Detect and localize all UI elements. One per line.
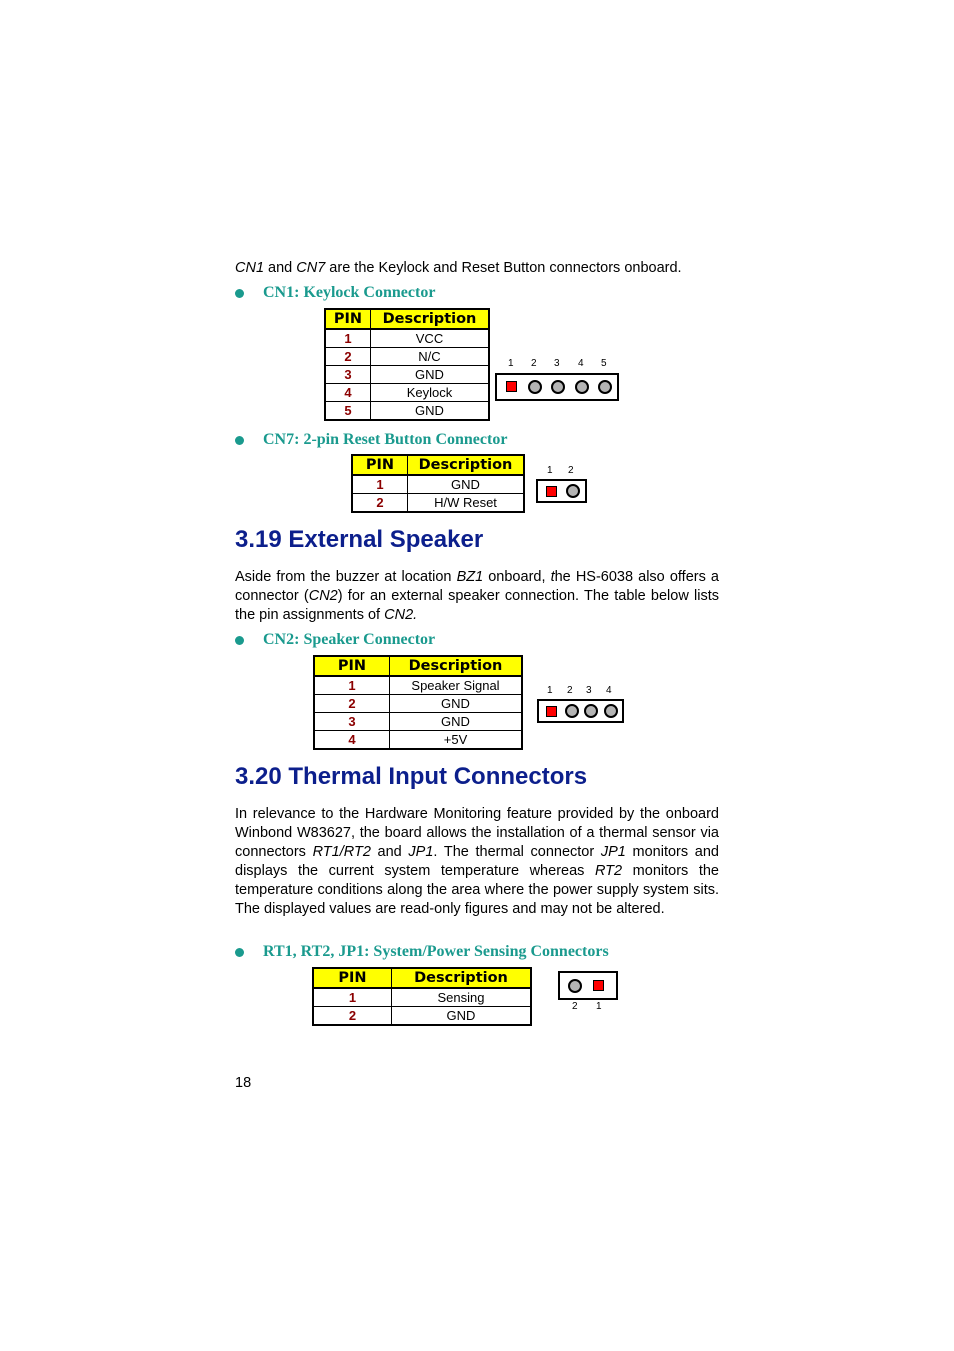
- table-row: [314, 676, 522, 695]
- table-row: [314, 731, 522, 750]
- pin-circle-icon: [598, 380, 612, 394]
- table-row: [325, 366, 489, 384]
- table-row: [325, 329, 489, 348]
- cn1-pin-label-4: 4: [578, 358, 584, 369]
- cn1-title: CN1: Keylock Connector: [263, 284, 436, 301]
- pin1-square-icon: [546, 486, 557, 497]
- table-row: [313, 988, 531, 1007]
- text-run-italic: CN2.: [384, 607, 418, 623]
- rt-header-pin: PIN: [313, 968, 392, 988]
- table-row: [325, 348, 489, 366]
- desc-cell: GND: [392, 1007, 532, 1026]
- cn7-connector-diagram: [536, 479, 587, 503]
- text-run: and: [370, 844, 409, 860]
- intro-paragraph: [235, 259, 719, 278]
- cn7-pin-label-2: 2: [568, 465, 574, 476]
- desc-cell: +5V: [390, 731, 523, 750]
- desc-cell: Keylock: [371, 384, 490, 402]
- rt-table: [312, 967, 532, 1026]
- desc-cell: H/W Reset: [408, 494, 525, 513]
- text-run-italic: RT2: [594, 863, 623, 879]
- pin-circle-icon: [568, 979, 582, 993]
- pin-cell: 3: [325, 366, 371, 384]
- section-3-19-heading: 3.19 External Speaker: [235, 526, 484, 553]
- rt-pin-label-1: 1: [596, 1001, 602, 1012]
- pin-circle-icon: [565, 704, 579, 718]
- cn2-header-pin: PIN: [314, 656, 390, 676]
- cn2-connector-diagram: [537, 699, 624, 723]
- text-run-italic: BZ1: [456, 569, 484, 585]
- rt-bullet: [234, 942, 609, 962]
- cn1-pin-label-2: 2: [531, 358, 537, 369]
- pin-cell: 5: [325, 402, 371, 421]
- pin-circle-icon: [551, 380, 565, 394]
- pin-cell: 4: [325, 384, 371, 402]
- cn1-pin-label-3: 3: [554, 358, 560, 369]
- intro-and: and: [264, 260, 297, 276]
- cn7-header-pin: PIN: [352, 455, 408, 475]
- text-run: onboard,: [483, 569, 551, 585]
- cn2-bullet: [234, 630, 435, 650]
- pin-cell: 4: [314, 731, 390, 750]
- rt-title: RT1, RT2, JP1: System/Power Sensing Connectors: [263, 943, 609, 960]
- text-run-italic: CN2: [308, 588, 338, 604]
- bullet-dot-icon: [235, 948, 244, 957]
- desc-cell: GND: [390, 695, 523, 713]
- cn2-header-desc: Description: [390, 656, 523, 676]
- pin-cell: 1: [314, 676, 390, 695]
- cn1-bullet: [234, 283, 435, 303]
- pin-cell: 1: [352, 475, 408, 494]
- desc-cell: GND: [390, 713, 523, 731]
- desc-cell: N/C: [371, 348, 490, 366]
- intro-cn1: CN1: [235, 260, 265, 276]
- desc-cell: GND: [371, 402, 490, 421]
- text-run: he HS-6038 also offers a connector (: [235, 569, 719, 604]
- pin-cell: 2: [325, 348, 371, 366]
- cn1-pin-label-1: 1: [508, 358, 514, 369]
- cn7-bullet: [234, 430, 507, 450]
- text-run: monitors and displays the current system temperature whereas: [235, 844, 719, 879]
- pin-cell: 3: [314, 713, 390, 731]
- rt-connector-diagram: [558, 971, 618, 1000]
- cn1-header-desc: Description: [371, 309, 490, 329]
- cn2-title: CN2: Speaker Connector: [263, 631, 436, 648]
- pin-cell: 1: [325, 329, 371, 348]
- desc-cell: GND: [371, 366, 490, 384]
- section-3-19-paragraph: [235, 568, 719, 625]
- cn7-table: [351, 454, 525, 513]
- desc-cell: Sensing: [392, 988, 532, 1007]
- pin-circle-icon: [575, 380, 589, 394]
- text-run-italic: JP1: [408, 844, 434, 860]
- bullet-dot-icon: [235, 289, 244, 298]
- cn2-pin-label-4: 4: [606, 685, 612, 696]
- cn7-header-desc: Description: [408, 455, 525, 475]
- pin-cell: 1: [313, 988, 392, 1007]
- text-run: Aside from the buzzer at location: [235, 569, 457, 585]
- text-run-italic: t: [550, 569, 555, 585]
- bullet-dot-icon: [235, 436, 244, 445]
- cn1-table: [324, 308, 490, 421]
- table-row: [352, 475, 524, 494]
- text-run: ) for an external speaker connection. The table below lists the pin assignments of: [235, 588, 719, 623]
- page-number: 18: [235, 1075, 252, 1091]
- rt-header-desc: Description: [392, 968, 532, 988]
- pin-circle-icon: [584, 704, 598, 718]
- pin-cell: 2: [314, 695, 390, 713]
- pin-cell: 2: [313, 1007, 392, 1026]
- cn2-table: [313, 655, 523, 750]
- table-row: [352, 494, 524, 513]
- table-row: [314, 695, 522, 713]
- table-row: [314, 713, 522, 731]
- desc-cell: Speaker Signal: [390, 676, 523, 695]
- bullet-dot-icon: [235, 636, 244, 645]
- text-run-italic: JP1: [600, 844, 626, 860]
- text-run: monitors the temperature conditions along the area where the power supply system sits. The displayed values are read-only figures and may not be altered.: [235, 863, 719, 917]
- pin1-square-icon: [506, 381, 517, 392]
- cn1-connector-diagram: [495, 373, 619, 401]
- pin-cell: 2: [352, 494, 408, 513]
- table-row: [325, 402, 489, 421]
- intro-rest: are the Keylock and Reset Button connectors onboard.: [325, 260, 682, 276]
- pin-circle-icon: [566, 484, 580, 498]
- text-run: . The thermal connector: [433, 844, 601, 860]
- cn7-pin-label-1: 1: [547, 465, 553, 476]
- cn7-title: CN7: 2-pin Reset Button Connector: [263, 431, 508, 448]
- rt-pin-label-2: 2: [572, 1001, 578, 1012]
- cn2-pin-label-1: 1: [547, 685, 553, 696]
- pin-circle-icon: [528, 380, 542, 394]
- cn1-pin-label-5: 5: [601, 358, 607, 369]
- pin1-square-icon: [546, 706, 557, 717]
- desc-cell: VCC: [371, 329, 490, 348]
- desc-cell: GND: [408, 475, 525, 494]
- table-row: [313, 1007, 531, 1026]
- text-run-italic: RT1/RT2: [312, 844, 371, 860]
- cn2-pin-label-3: 3: [586, 685, 592, 696]
- intro-cn7: CN7: [296, 260, 326, 276]
- section-3-20-heading: 3.20 Thermal Input Connectors: [235, 763, 588, 790]
- pin-circle-icon: [604, 704, 618, 718]
- cn1-header-pin: PIN: [325, 309, 371, 329]
- cn2-pin-label-2: 2: [567, 685, 573, 696]
- text-run: In relevance to the Hardware Monitoring feature provided by the onboard Winbond W83627, the board allows the installation of a thermal sensor via connectors: [235, 806, 719, 860]
- pin1-square-icon: [593, 980, 604, 991]
- section-3-20-paragraph: [235, 805, 719, 919]
- table-row: [325, 384, 489, 402]
